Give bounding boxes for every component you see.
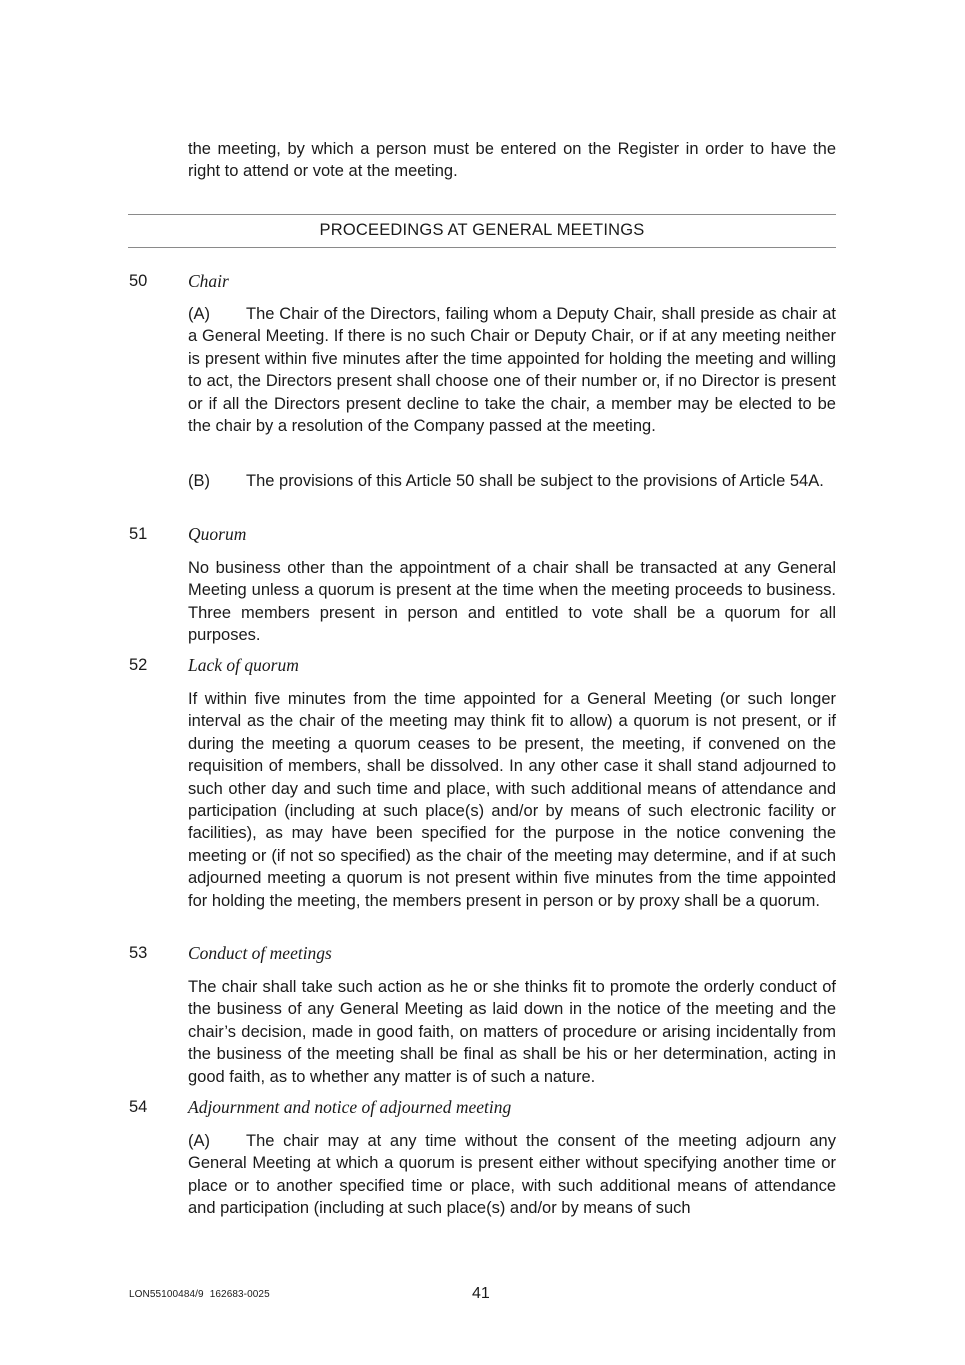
paragraph-text: The provisions of this Article 50 shall be subject to the provisions of Article 54A. — [246, 472, 824, 490]
heading-bottom-rule — [128, 247, 836, 248]
paragraph-text: The Chair of the Directors, failing whom a Deputy Chair, shall preside as chair at a General Meeting. If there is no such Chair or Deputy Chair, or if at any meeting neither is present within five minutes after the time appointed for holding the meeting and willing to act, the Directors present shall choose one of their number or, if no Director is present or if all the Directors present decline to take the chair, a member may be elected to be the chair by a resolution of the Company passed at the meeting. — [188, 305, 836, 436]
heading-top-rule — [128, 214, 836, 215]
article-paragraph — [188, 688, 836, 912]
article-number: 52 — [129, 656, 148, 674]
article-number: 51 — [129, 525, 148, 543]
matter-ref: 162683-0025 — [209, 1289, 270, 1300]
article-paragraph — [188, 976, 836, 1088]
article-paragraph — [188, 303, 836, 437]
intro-paragraph: the meeting, by which a person must be entered on the Register in order to have the right to attend or vote at the meeting. — [188, 140, 836, 181]
article-paragraph — [188, 557, 836, 647]
article-title: Conduct of meetings — [188, 943, 332, 963]
article-title: Adjournment and notice of adjourned meeting — [188, 1097, 512, 1117]
article-number: 54 — [129, 1098, 148, 1116]
section-heading: PROCEEDINGS AT GENERAL MEETINGS — [319, 221, 645, 239]
footer-reference — [129, 1289, 276, 1300]
article-paragraph — [188, 1130, 836, 1220]
article-title: Quorum — [188, 524, 247, 544]
paragraph-text: The chair shall take such action as he or she thinks fit to promote the orderly conduct of the business of any General Meeting as laid down in the notice of the meeting and the chair’s decision, made in good faith, on matters of procedure or arising incidentally from the business of the meeting shall be final as shall be his or her determination, acting in good faith, as to whether any matter is of such a nature. — [188, 978, 836, 1086]
paragraph-label: (A) — [188, 1132, 210, 1150]
paragraph-label: (B) — [188, 472, 210, 490]
paragraph-label: (A) — [188, 305, 210, 323]
article-title: Lack of quorum — [188, 655, 299, 675]
paragraph-text: If within five minutes from the time appointed for a General Meeting (or such longer interval as the chair of the meeting may think fit to allow) a quorum is not present, or if during the meeting a quorum ceases to be present, the meeting, if convened on the requisition of members, shall be dissolved. In any other case it shall stand adjourned to such other day and such time and place, with such additional means of attendance and participation (including at such place(s) and/or by means of such electronic facility or facilities), as may have been specified for the purpose in the notice convening the meeting or (if not so specified) as the chair of the meeting may determine, and if at such adjourned meeting a quorum is not present within five minutes from the time appointed for holding the meeting, the members present in person or by proxy shall be a quorum. — [188, 690, 836, 910]
doc-ref: LON55100484/9 — [129, 1289, 204, 1300]
paragraph-text: The chair may at any time without the consent of the meeting adjourn any General Meeting at which a quorum is present either without specifying another time or place or to another specified time or place, with such additional means of attendance and participation (including at such place(s) and/or by means of such — [188, 1132, 836, 1218]
page-number: 41 — [472, 1285, 490, 1302]
paragraph-text: No business other than the appointment of a chair shall be transacted at any General Meeting unless a quorum is present at the time when the meeting proceeds to business. Three members present in person and entitled to vote shall be a quorum for all purposes. — [188, 559, 836, 645]
article-number: 53 — [129, 944, 148, 962]
article-title: Chair — [188, 271, 229, 291]
article-paragraph — [188, 470, 836, 492]
article-number: 50 — [129, 272, 148, 290]
